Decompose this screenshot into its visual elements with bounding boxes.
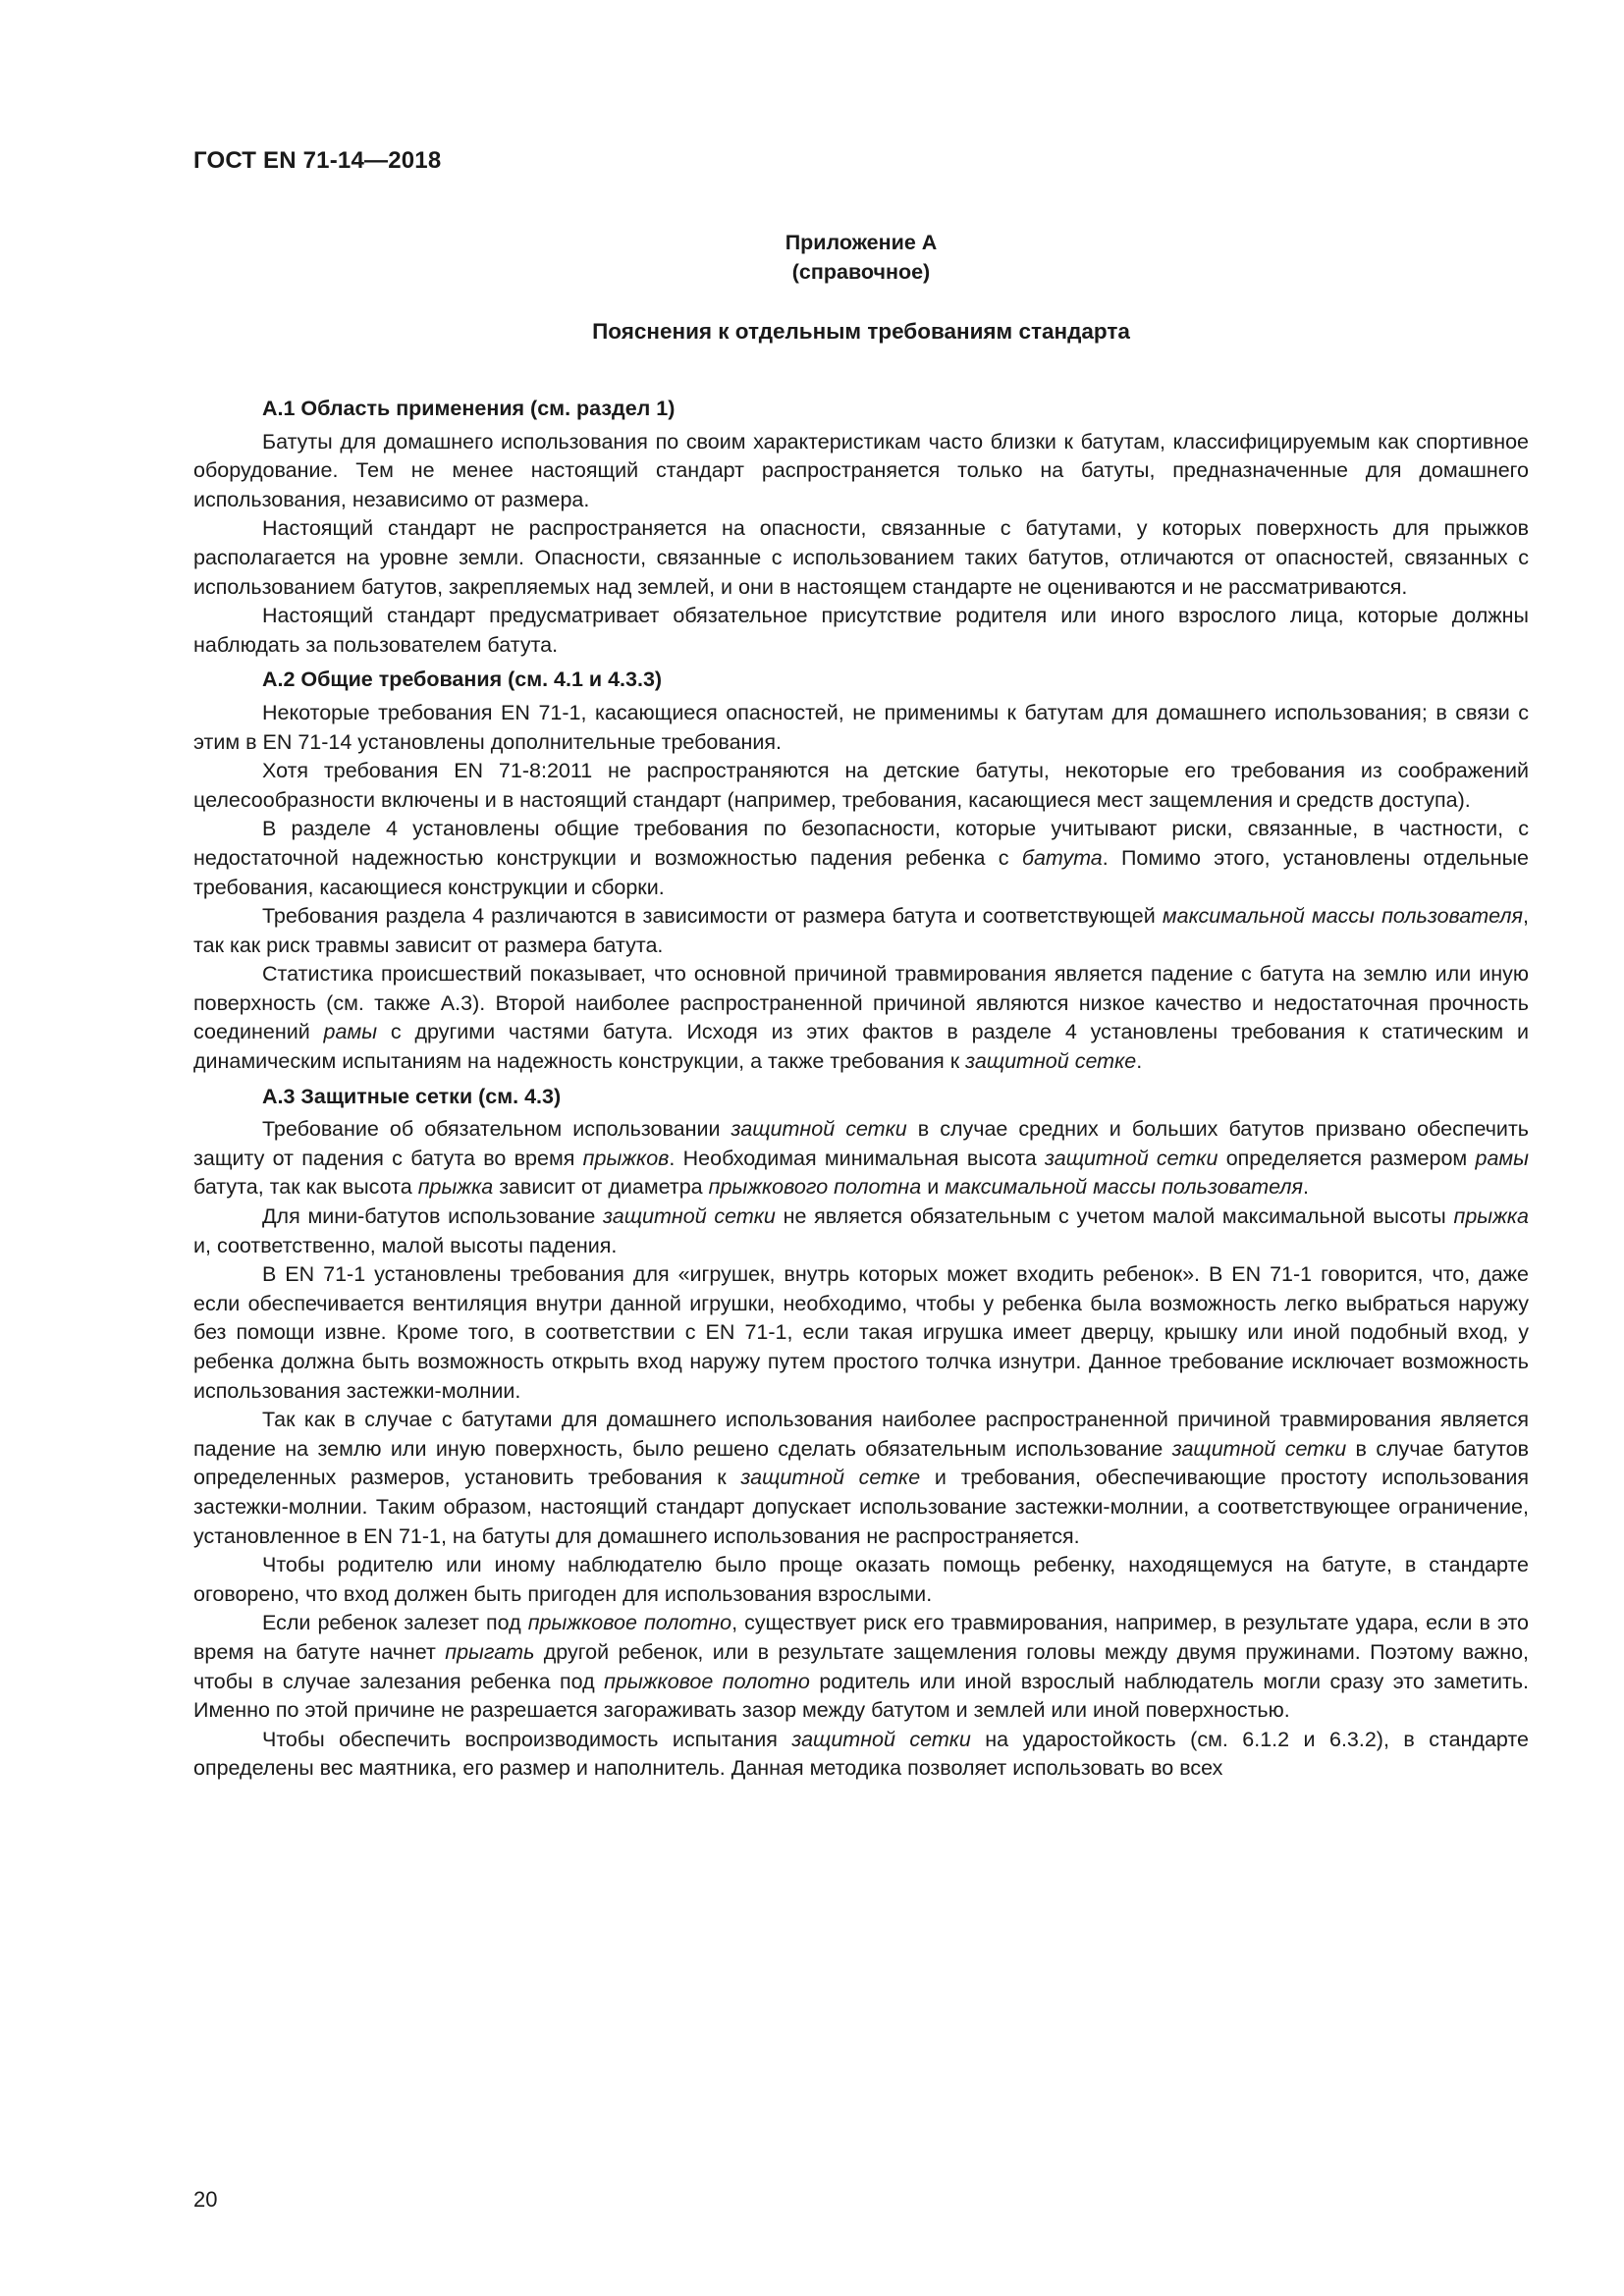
page-number: 20 bbox=[193, 2187, 218, 2212]
text-run: . Помимо этого, установлены отдельные требования, касающиеся конструкции и сборки. bbox=[193, 845, 1529, 899]
paragraph bbox=[193, 602, 1529, 660]
text-run: Чтобы родителю или иному наблюдателю было проще оказать помощь ребенку, находящемуся на батуте, в стандарте оговорено, что вход должен быть пригоден для использования взрослыми. bbox=[193, 1553, 1529, 1606]
italic-term: батута bbox=[1021, 845, 1103, 870]
paragraph bbox=[193, 902, 1529, 960]
italic-term: защитной сетке bbox=[740, 1466, 921, 1490]
text-run: Хотя требования EN 71-8:2011 не распространяются на детские батуты, некоторые его требования из соображений целесообразности включены и в настоящий стандарт (например, требования, касающиеся мест защемления и средств доступа). bbox=[193, 759, 1529, 812]
text-run: в случае средних и больших батутов призвано обеспечить защиту от падения с батута во время bbox=[193, 1117, 1529, 1170]
paragraph bbox=[193, 428, 1529, 515]
document-code: ГОСТ EN 71-14—2018 bbox=[193, 147, 442, 174]
text-run: . bbox=[1303, 1175, 1310, 1200]
text-run: Если ребенок залезет под bbox=[262, 1611, 528, 1635]
paragraph bbox=[193, 1406, 1529, 1551]
section-heading: А.1 Область применения (см. раздел 1) bbox=[262, 397, 676, 420]
text-run: Настоящий стандарт предусматривает обязательное присутствие родителя или иного взрослого лица, которые должны наблюдать за пользователем батута. bbox=[193, 604, 1529, 657]
text-run: на ударостойкость (см. 6.1.2 и 6.3.2), в стандарте определены вес маятника, его размер и наполнитель. Данная методика позволяет использовать во всех bbox=[193, 1727, 1529, 1781]
text-run: определяется размером bbox=[1218, 1146, 1476, 1170]
text-run: родитель или иной взрослый наблюдатель могли сразу это заметить. Именно по этой причине не разрешается загораживать зазор между батутом и землей или иной поверхностью. bbox=[193, 1669, 1529, 1723]
italic-term: защитной сетки bbox=[1171, 1436, 1347, 1461]
text-run: другой ребенок, или в результате защемления головы между двумя пружинами. Поэтому важно, чтобы в случае залезания ребенка под bbox=[193, 1639, 1529, 1693]
text-run: в случае батутов определенных размеров, установить требования к bbox=[193, 1436, 1529, 1490]
text-run: В EN 71-1 установлены требования для «игрушек, внутрь которых может входить ребенок». В EN 71-1 говорится, что, даже если обеспечивается вентиляция внутри данной игрушки, необходимо, чтобы у ребенка была возможность легко выбраться наружу без помощи извне. Кроме того, в соответствии с EN 71-1, если такая игрушка имеет дверцу, крышку или иной подобный вход, у ребенка должна быть возможность открыть вход наружу путем простого толчка изнутри. Данное требование исключает возможность использования застежки-молнии. bbox=[193, 1262, 1529, 1403]
italic-term: прыгать bbox=[445, 1639, 535, 1664]
text-run: . Необходимая минимальная высота bbox=[669, 1146, 1046, 1170]
text-run: Статистика происшествий показывает, что основной причиной травмирования является падение с батута на землю или иную поверхность (см. также А.3). Второй наиболее распространенной причиной являются низкое качество и недостаточная прочность соединений bbox=[193, 962, 1529, 1044]
paragraph bbox=[193, 815, 1529, 902]
section-heading: А.2 Общие требования (см. 4.1 и 4.3.3) bbox=[262, 667, 663, 692]
italic-term: максимальной массы пользователя bbox=[945, 1175, 1304, 1200]
paragraph bbox=[193, 1202, 1529, 1260]
text-run: В разделе 4 установлены общие требования по безопасности, которые учитывают риски, связанные, в частности, с недостаточной надежностью конструкции и возможностью падения ребенка с bbox=[193, 817, 1529, 870]
text-run: и требования, обеспечивающие простоту использования застежки-молнии. Таким образом, настоящий стандарт допускает использование застежки-молнии, а соответствующее ограничение, установленное в EN 71-1, на батуты для домашнего использования не распространяется. bbox=[193, 1466, 1529, 1548]
italic-term: рамы bbox=[323, 1020, 378, 1044]
text-run: с другими частями батута. Исходя из этих фактов в разделе 4 установлены требования к статическим и динамическим испытаниям на надежность конструкции, а также требования к bbox=[193, 1020, 1530, 1074]
text-run: Чтобы обеспечить воспроизводимость испытания bbox=[262, 1727, 792, 1751]
text-run: . bbox=[1136, 1049, 1143, 1074]
italic-term: рамы bbox=[1475, 1146, 1529, 1170]
annex-title: Пояснения к отдельным требованиям стандарта bbox=[592, 319, 1130, 344]
italic-term: прыжковое полотно bbox=[604, 1669, 810, 1693]
paragraph bbox=[193, 699, 1529, 757]
italic-term: защитной сетки bbox=[731, 1117, 907, 1142]
text-run: батута, так как высота bbox=[193, 1175, 418, 1200]
paragraph bbox=[193, 514, 1529, 602]
text-run: , существует риск его травмирования, например, в результате удара, если в это время на батуте начнет bbox=[193, 1611, 1530, 1664]
annex-heading bbox=[193, 228, 1529, 287]
text-run: Для мини-батутов использование bbox=[262, 1204, 604, 1229]
text-run: не является обязательным с учетом малой максимальной высоты bbox=[775, 1204, 1454, 1229]
italic-term: прыжкового полотна bbox=[708, 1175, 922, 1200]
text-run: и bbox=[921, 1175, 946, 1200]
paragraph bbox=[193, 1609, 1529, 1725]
italic-term: защитной сетки bbox=[791, 1727, 971, 1751]
italic-term: прыжковое полотно bbox=[527, 1611, 732, 1635]
annex-label: Приложение А bbox=[785, 231, 938, 254]
annex-status: (справочное) bbox=[791, 260, 931, 284]
italic-term: прыжка bbox=[417, 1175, 494, 1200]
italic-term: прыжка bbox=[1453, 1204, 1529, 1229]
italic-term: максимальной массы пользователя bbox=[1162, 904, 1524, 929]
section-heading: А.3 Защитные сетки (см. 4.3) bbox=[262, 1084, 562, 1108]
document-body bbox=[193, 395, 1529, 1784]
text-run: Так как в случае с батутами для домашнего использования наиболее распространенной причиной травмирования является падение на землю или иную поверхность, было решено сделать обязательным использование bbox=[193, 1408, 1529, 1461]
text-run: зависит от диаметра bbox=[493, 1175, 709, 1200]
paragraph bbox=[193, 757, 1529, 815]
paragraph bbox=[193, 1115, 1529, 1202]
text-run: Настоящий стандарт не распространяется на опасности, связанные с батутами, у которых поверхность для прыжков располагается на уровне земли. Опасности, связанные с использованием таких батутов, отличаются от опасностей, связанных с использованием батутов, закрепляемых над землей, и они в настоящем стандарте не оцениваются и не рассматриваются. bbox=[193, 516, 1529, 599]
text-run: и, соответственно, малой высоты падения. bbox=[193, 1233, 618, 1257]
italic-term: защитной сетке bbox=[965, 1049, 1137, 1074]
text-run: Некоторые требования EN 71-1, касающиеся опасностей, не применимы к батутам для домашнего использования; в связи с этим в EN 71-14 установлены дополнительные требования. bbox=[193, 700, 1529, 754]
paragraph bbox=[193, 1726, 1529, 1784]
paragraph bbox=[193, 1551, 1529, 1609]
text-run: , так как риск травмы зависит от размера батута. bbox=[193, 904, 1529, 957]
italic-term: защитной сетки bbox=[603, 1204, 776, 1229]
text-run: Требования раздела 4 различаются в зависимости от размера батута и соответствующей bbox=[262, 904, 1163, 929]
italic-term: прыжков bbox=[582, 1146, 670, 1170]
text-run: Батуты для домашнего использования по своим характеристикам часто близки к батутам, классифицируемым как спортивное оборудование. Тем не менее настоящий стандарт распространяется только на батуты, предназначенные для домашнего использования, независимо от размера. bbox=[193, 429, 1529, 511]
text-run: Требование об обязательном использовании bbox=[262, 1117, 731, 1142]
italic-term: защитной сетки bbox=[1045, 1146, 1218, 1170]
paragraph bbox=[193, 1260, 1529, 1406]
paragraph bbox=[193, 960, 1529, 1076]
